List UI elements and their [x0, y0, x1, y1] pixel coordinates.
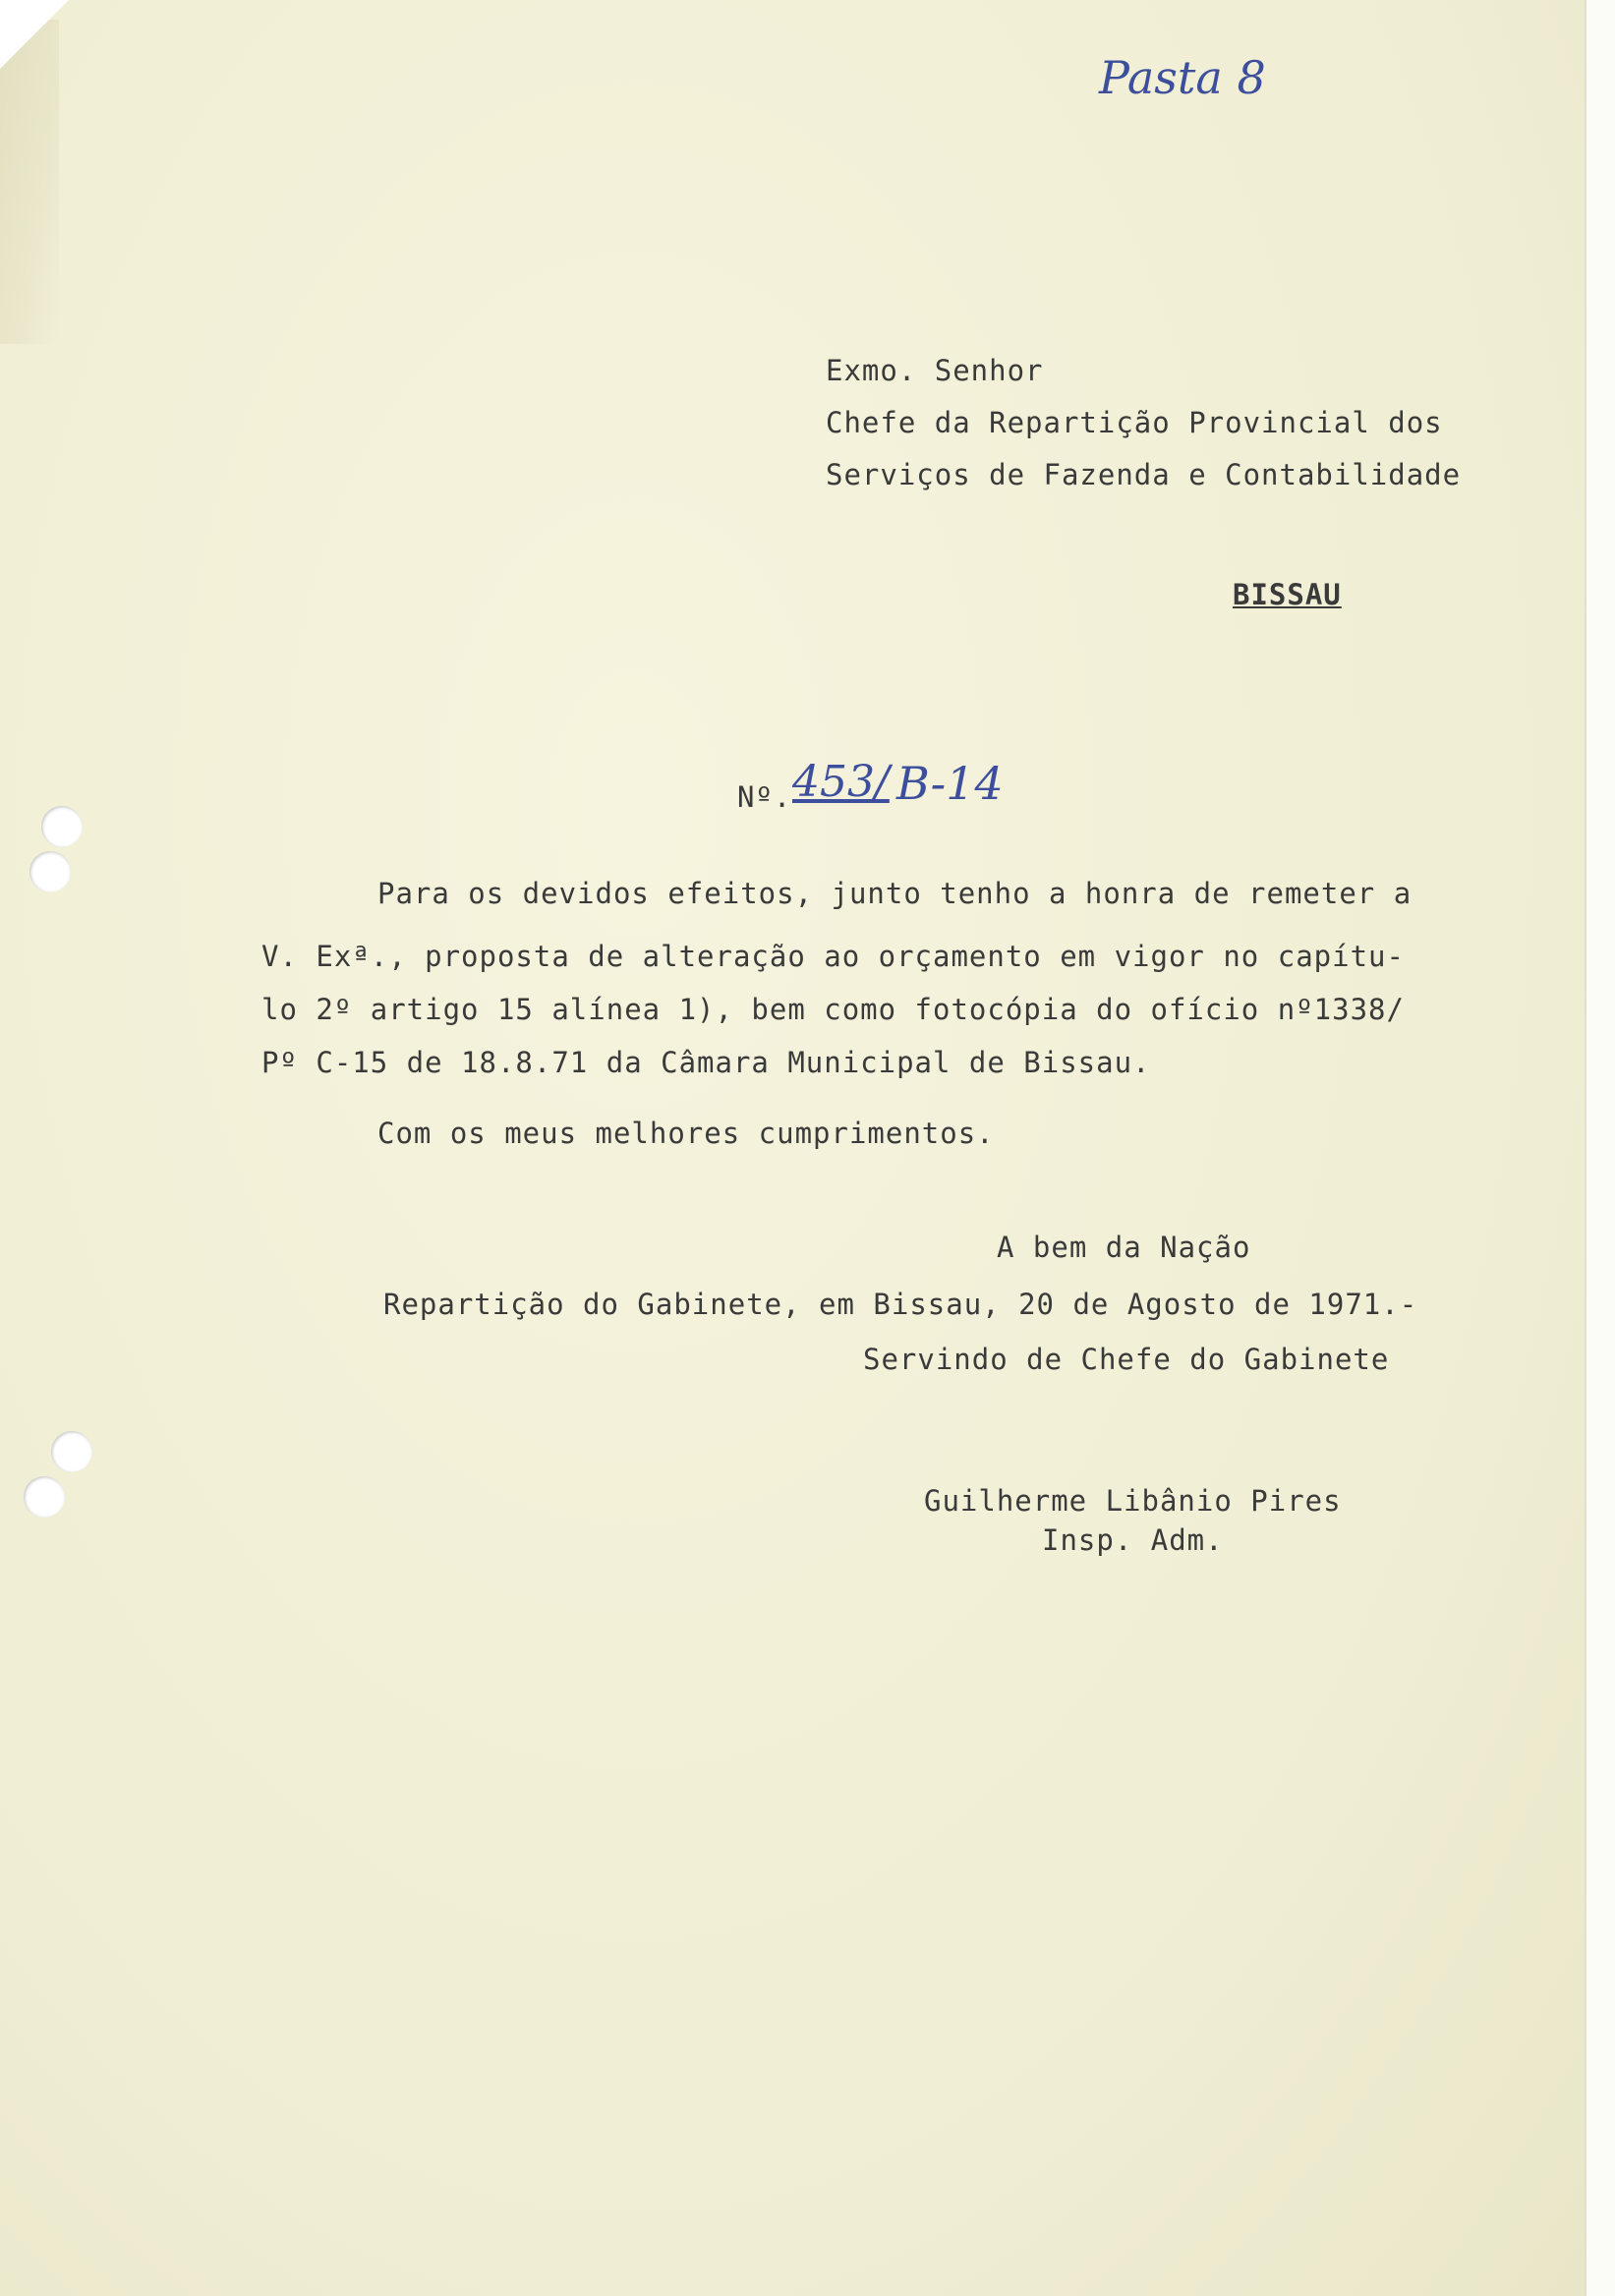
- body-greeting: Com os meus melhores cumprimentos.: [377, 1117, 995, 1150]
- signer-title: Insp. Adm.: [1042, 1523, 1224, 1557]
- addressee-salutation: Exmo. Senhor: [826, 354, 1044, 387]
- punch-hole: [51, 1431, 92, 1472]
- body-paragraph-line: V. Exª., proposta de alteração ao orçamento em vigor no capítu-: [261, 940, 1405, 973]
- body-paragraph-line: Pº C-15 de 18.8.71 da Câmara Municipal de Bissau.: [261, 1046, 1151, 1079]
- scan-margin: [1585, 0, 1615, 2296]
- punch-hole: [24, 1476, 65, 1518]
- reference-code-handwritten: B-14: [896, 757, 1004, 810]
- reference-number-handwritten: 453/: [792, 757, 890, 807]
- closing-role: Servindo de Chefe do Gabinete: [863, 1343, 1390, 1376]
- signer-name: Guilherme Libânio Pires: [924, 1484, 1342, 1518]
- body-paragraph-line: lo 2º artigo 15 alínea 1), bem como fotocópia do ofício nº1338/: [261, 993, 1405, 1026]
- punch-hole: [41, 806, 83, 847]
- addressee-title: Chefe da Repartição Provincial dos: [826, 406, 1443, 439]
- addressee-department: Serviços de Fazenda e Contabilidade: [826, 458, 1462, 491]
- closing-place-date: Repartição do Gabinete, em Bissau, 20 de Agosto de 1971.-: [383, 1288, 1418, 1321]
- torn-corner: [0, 0, 69, 69]
- reference-prefix: Nº.: [737, 780, 792, 814]
- handwritten-folder-note: Pasta 8: [1099, 51, 1266, 104]
- closing-motto: A bem da Nação: [997, 1231, 1251, 1264]
- punch-hole: [29, 851, 71, 892]
- body-paragraph-line: Para os devidos efeitos, junto tenho a honra de remeter a: [377, 877, 1413, 910]
- addressee-city: BISSAU: [1233, 578, 1342, 611]
